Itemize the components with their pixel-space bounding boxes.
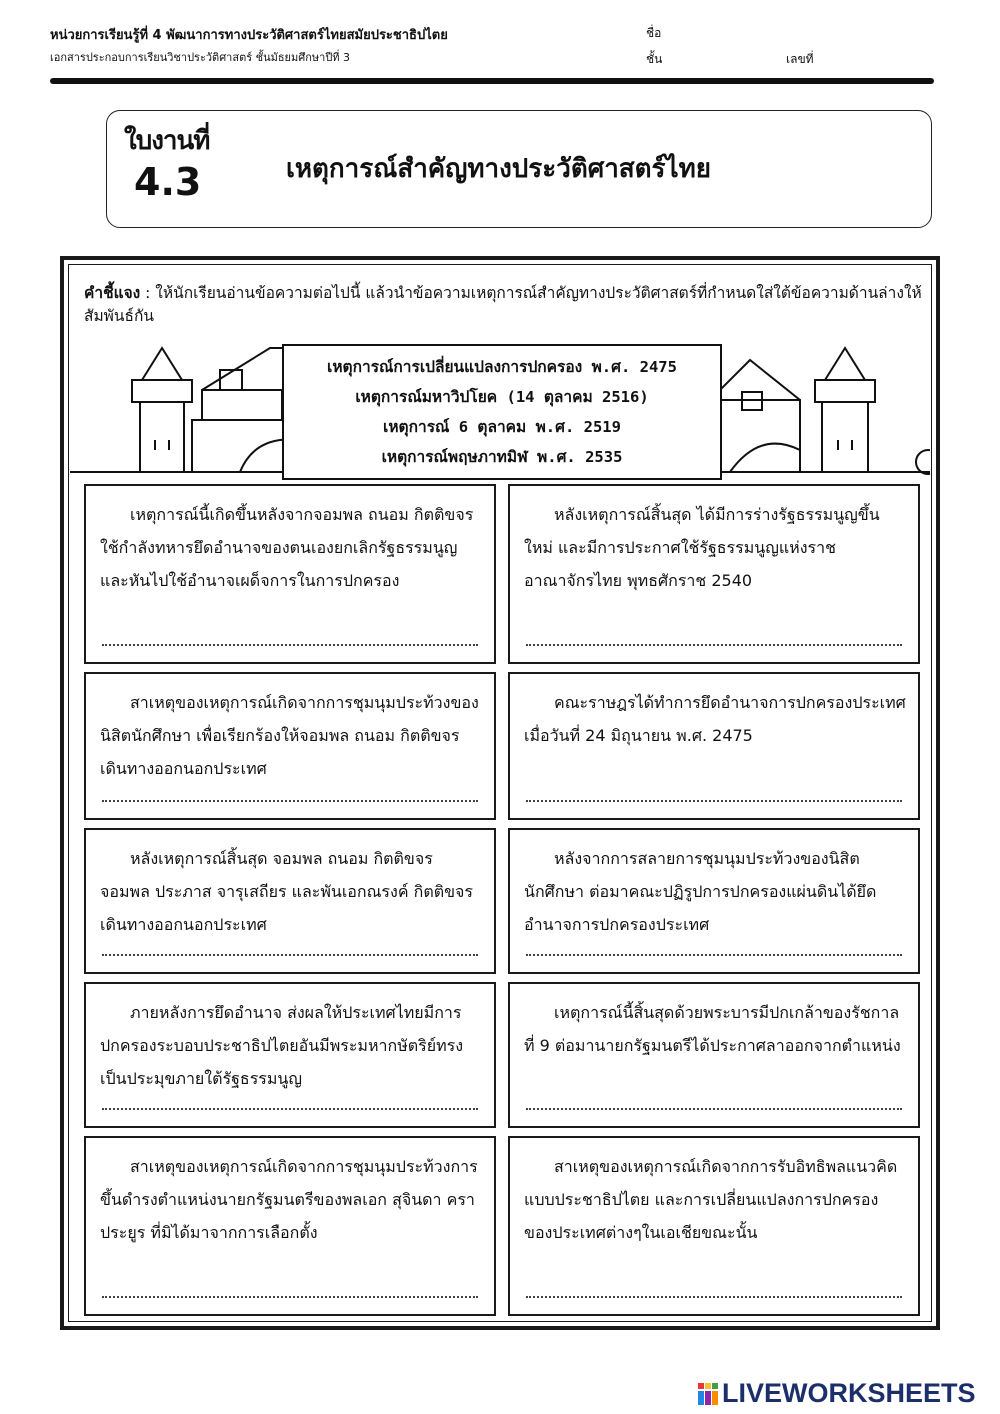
statement-card (84, 982, 496, 1128)
left-tower-roof-icon (142, 348, 182, 380)
right-tower-roof-icon (825, 348, 865, 380)
worksheet-number: 4.3 (134, 160, 202, 204)
event-3: เหตุการณ์ 6 ตุลาคม พ.ศ. 2519 (383, 418, 621, 436)
worksheet-title: เหตุการณ์สำคัญทางประวัติศาสตร์ไทย (286, 154, 711, 184)
statement-text: คณะราษฎรได้ทำการยึดอำนาจการปกครองประเทศ เมื่อวันที่ 24 มิถุนายน พ.ศ. 2475 (524, 693, 906, 745)
statement-card (84, 828, 496, 974)
statement-text: สาเหตุของเหตุการณ์เกิดจากการรับอิทธิพลแนวคิดแบบประชาธิปไตย และการเปลี่ยนแปลงการปกครองของประเทศต่างๆในเอเชียขณะนั้น (524, 1157, 898, 1242)
statement-card (508, 484, 920, 664)
answer-line[interactable] (102, 644, 478, 646)
answer-line[interactable] (102, 1108, 478, 1110)
statement-card (508, 828, 920, 974)
header-rule (50, 78, 934, 84)
instructions-text: : ให้นักเรียนอ่านข้อความต่อไปนี้ แล้วนำข้อความเหตุการณ์สำคัญทางประวัติศาสตร์ที่กำหนดใส่ใต้ข้อความด้านล่างให้สัมพันธ์กัน (84, 284, 922, 325)
answer-line[interactable] (102, 1296, 478, 1298)
instructions-lead: คำชี้แจง (84, 284, 141, 302)
liveworksheets-logo[interactable] (698, 1378, 976, 1409)
answer-line[interactable] (102, 800, 478, 802)
worksheet-label: ใบงานที่ (124, 126, 210, 156)
answer-line[interactable] (526, 954, 902, 956)
statement-card (508, 982, 920, 1128)
answer-line[interactable] (526, 1108, 902, 1110)
instructions (84, 282, 924, 328)
event-4: เหตุการณ์พฤษภาทมิฬ พ.ศ. 2535 (381, 448, 623, 466)
answer-line[interactable] (526, 644, 902, 646)
events-box (282, 344, 722, 480)
liveworksheets-mark-icon (698, 1383, 718, 1405)
number-label: เลขที่ (786, 52, 814, 66)
unit-title: หน่วยการเรียนรู้ที่ 4 พัฒนาการทางประวัติศาสตร์ไทยสมัยประชาธิปไตย (50, 28, 448, 43)
statement-text: หลังเหตุการณ์สิ้นสุด จอมพล ถนอม กิตติขจร จอมพล ประภาส จารุเสถียร และพันเอกณรงค์ กิตติขจร เดินทางออกนอกประเทศ (100, 849, 473, 934)
document-subtitle: เอกสารประกอบการเรียนวิชาประวัติศาสตร์ ชั้นมัธยมศึกษาปีที่ 3 (50, 51, 351, 64)
statement-text: หลังเหตุการณ์สิ้นสุด ได้มีการร่างรัฐธรรมนูญขึ้นใหม่ และมีการประกาศใช้รัฐธรรมนูญแห่งราชอาณาจักรไทย พุทธศักราช 2540 (524, 505, 880, 590)
statement-text: สาเหตุของเหตุการณ์เกิดจากการชุมนุมประท้วงการขึ้นดำรงตำแหน่งนายกรัฐมนตรีของพลเอก สุจินดา คราประยูร ที่มิได้มาจากการเลือกตั้ง (100, 1157, 478, 1242)
statement-text: ภายหลังการยึดอำนาจ ส่งผลให้ประเทศไทยมีการปกครองระบอบประชาธิปไตยอันมีพระมหากษัตริย์ทรงเป็นประมุขภายใต้รัฐธรรมนูญ (100, 1003, 464, 1088)
event-1: เหตุการณ์การเปลี่ยนแปลงการปกครอง พ.ศ. 2475 (327, 358, 677, 376)
name-label: ชื่อ (646, 26, 662, 40)
answer-line[interactable] (526, 1296, 902, 1298)
answer-line[interactable] (526, 800, 902, 802)
answer-line[interactable] (102, 954, 478, 956)
statement-text: เหตุการณ์นี้เกิดขึ้นหลังจากจอมพล ถนอม กิตติขจร ใช้กำลังทหารยึดอำนาจของตนเองยกเลิกรัฐธรรมนูญ และหันไปใช้อำนาจเผด็จการในการปกครอง (100, 505, 474, 590)
statement-card (84, 1136, 496, 1316)
class-label: ชั้น (646, 52, 663, 66)
statement-text: เหตุการณ์นี้สิ้นสุดด้วยพระบารมีปกเกล้าของรัชกาลที่ 9 ต่อมานายกรัฐมนตรีได้ประกาศลาออกจากตำแหน่ง (524, 1003, 901, 1055)
statement-text: สาเหตุของเหตุการณ์เกิดจากการชุมนุมประท้วงของนิสิตนักศึกษา เพื่อเรียกร้องให้จอมพล ถนอม กิตติขจร เดินทางออกนอกประเทศ (100, 693, 479, 778)
statement-card (508, 672, 920, 820)
statement-card (84, 672, 496, 820)
statement-card (84, 484, 496, 664)
logo-text: LIVEWORKSHEETS (722, 1378, 976, 1408)
statement-card (508, 1136, 920, 1316)
event-2: เหตุการณ์มหาวิปโยค (14 ตุลาคม 2516) (355, 388, 649, 406)
statement-text: หลังจากการสลายการชุมนุมประท้วงของนิสิตนักศึกษา ต่อมาคณะปฏิรูปการปกครองแผ่นดินได้ยึดอำนาจการปกครองประเทศ (524, 849, 877, 934)
